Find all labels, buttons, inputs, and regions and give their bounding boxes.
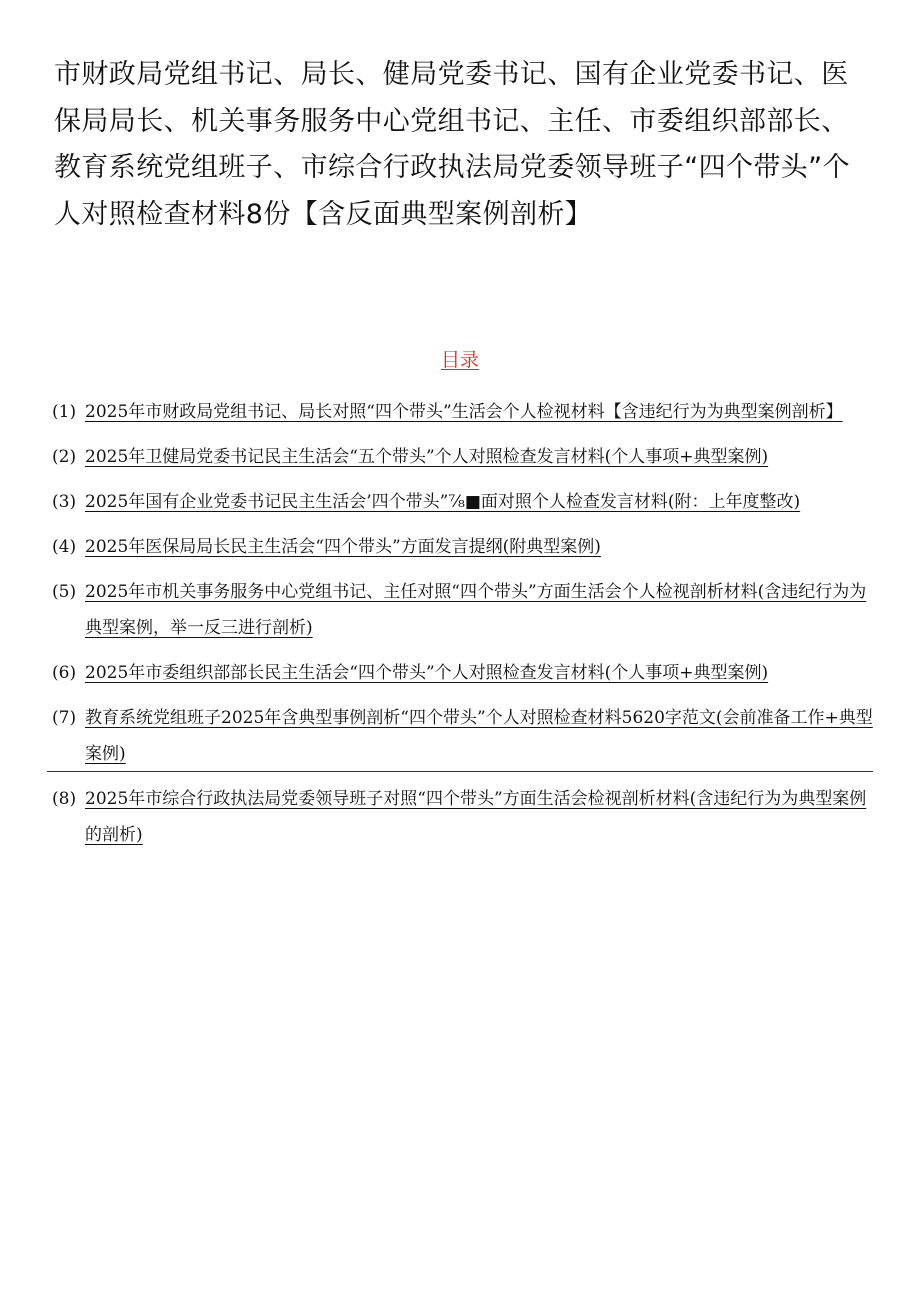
toc-item-3[interactable] xyxy=(52,484,874,520)
toc-item-number: (4) xyxy=(52,537,77,557)
toc-item-link[interactable]: 2025年市机关事务服务中心党组书记、主任对照“四个带头”方面生活会个人检视剖析材料(含违纪行为为典型案例，举一反三进行剖析) xyxy=(85,582,867,638)
toc-item-number: (7) xyxy=(52,708,77,728)
toc-item-4[interactable] xyxy=(52,529,874,565)
toc-item-link[interactable]: 2025年卫健局党委书记民主生活会“五个带头”个人对照检查发言材料(个人事项+典型案例) xyxy=(85,447,769,467)
toc-item-number: (8) xyxy=(52,789,77,809)
toc-item-2[interactable] xyxy=(52,439,874,475)
toc-item-5[interactable] xyxy=(52,574,874,646)
toc-item-link[interactable]: 2025年市综合行政执法局党委领导班子对照“四个带头”方面生活会检视剖析材料(含违纪行为为典型案例的剖析) xyxy=(85,789,867,845)
toc-heading-label: 目录 xyxy=(440,349,479,371)
document-title: 市财政局党组书记、局长、健局党委书记、国有企业党委书记、医保局局长、机关事务服务中心党组书记、主任、市委组织部部长、教育系统党组班子、市综合行政执法局党委领导班子“四个带头”个人对照检查材料8份【含反面典型案例剖析】 xyxy=(54,59,850,230)
toc-item-number: (6) xyxy=(52,663,77,683)
toc-item-number: (3) xyxy=(52,492,77,512)
toc-list xyxy=(52,394,874,862)
toc-item-6[interactable] xyxy=(52,655,874,691)
section-divider xyxy=(47,771,873,772)
toc-item-link[interactable]: 2025年市财政局党组书记、局长对照“四个带头”生活会个人检视材料【含违纪行为为典型案例剖析】 xyxy=(85,402,843,422)
toc-heading xyxy=(0,346,920,374)
toc-item-number: (5) xyxy=(52,582,77,602)
toc-item-1[interactable] xyxy=(52,394,874,430)
toc-item-link[interactable]: 2025年市委组织部部长民主生活会“四个带头”个人对照检查发言材料(个人事项+典型案例) xyxy=(85,663,769,683)
toc-item-8[interactable] xyxy=(52,781,874,853)
toc-item-number: (2) xyxy=(52,447,77,467)
toc-item-link[interactable]: 2025年医保局局长民主生活会“四个带头”方面发言提纲(附典型案例) xyxy=(85,537,601,557)
toc-item-link[interactable]: 2025年国有企业党委书记民主生活会’四个带头”⅞■面对照个人检查发言材料(附：上年度整改) xyxy=(85,492,801,512)
toc-item-link[interactable]: 教育系统党组班子2025年含典型事例剖析“四个带头”个人对照检查材料5620字范文(会前准备工作+典型案例) xyxy=(85,708,873,764)
toc-item-7[interactable] xyxy=(52,700,874,772)
toc-item-number: (1) xyxy=(52,402,77,422)
